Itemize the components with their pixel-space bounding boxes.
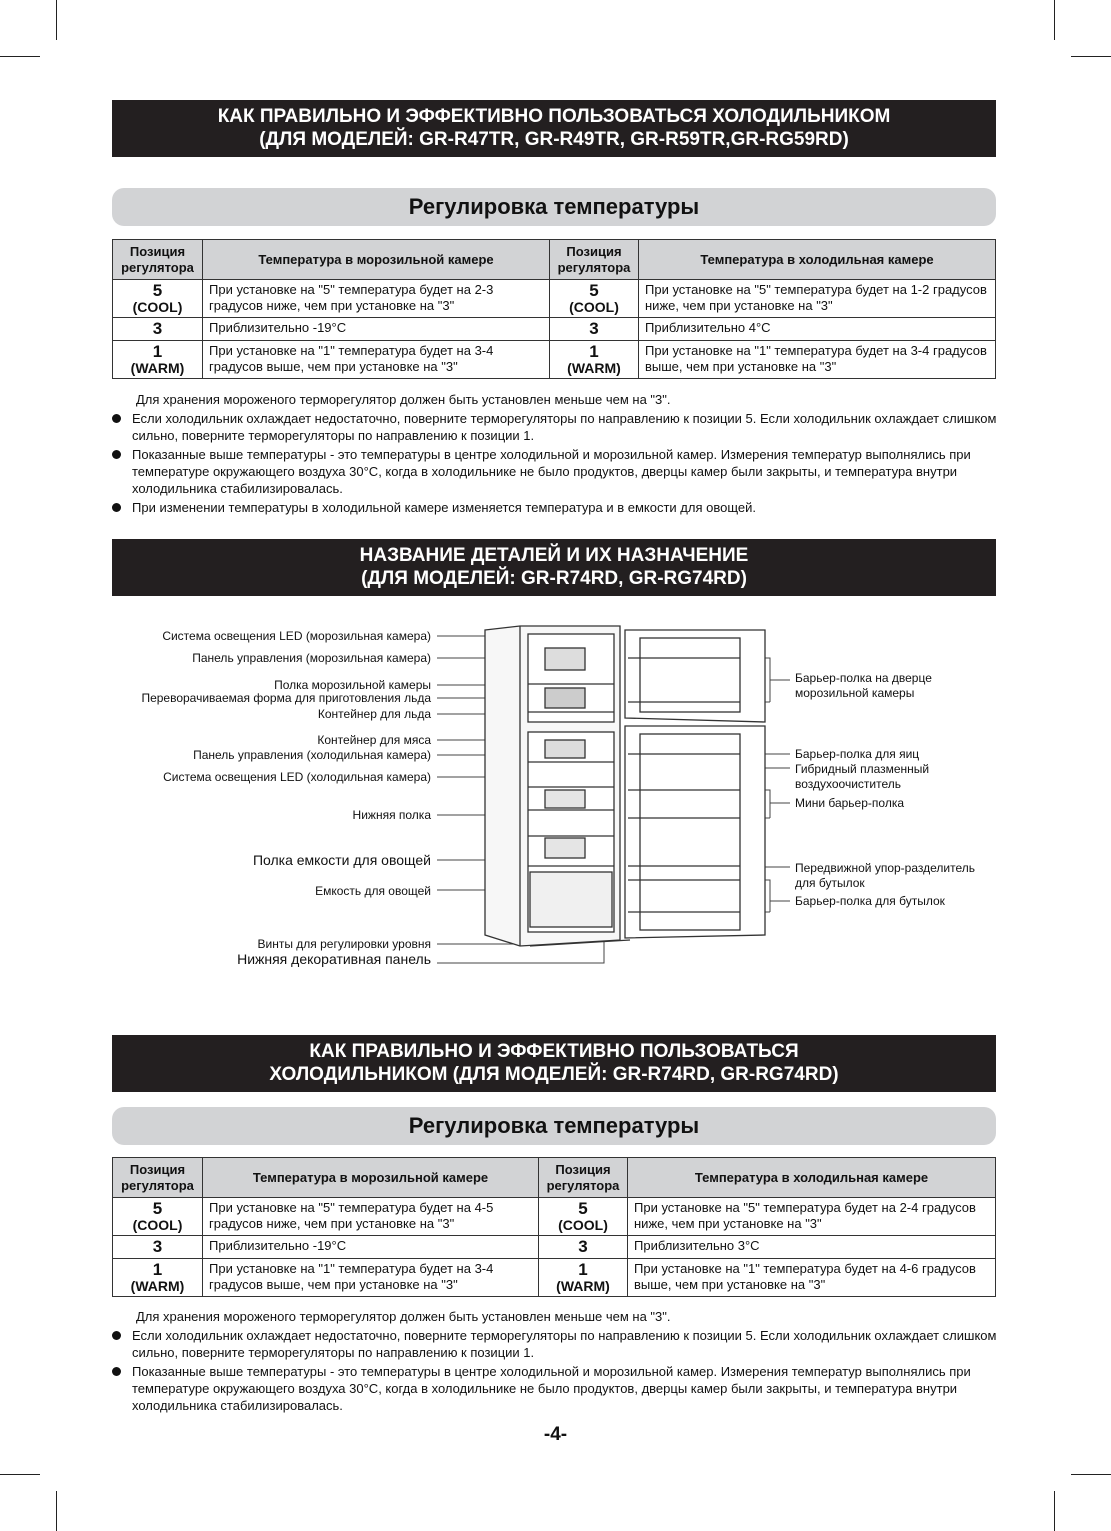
section-banner bbox=[112, 1035, 996, 1092]
column-header: Температура в холодильная камере bbox=[628, 1158, 996, 1198]
regulator-position: 5 (COOL) bbox=[113, 280, 203, 318]
part-label: Панель управления (холодильная камера) bbox=[193, 748, 431, 762]
table-row bbox=[113, 1259, 996, 1297]
table-row bbox=[113, 1198, 996, 1236]
temperature-table bbox=[112, 1157, 996, 1297]
part-label: Панель управления (морозильная камера) bbox=[192, 651, 431, 665]
part-label: Контейнер для льда bbox=[317, 707, 431, 721]
bullet-item: Показанные выше температуры - это температуры в центре холодильной и морозильной камер. Измерения температур выполнялись при температуре окружающего воздуха 30°C, когда в холодильнике не было продуктов, дверцы камер были закрыты, и температура внутри холодильника стабилизировалась. bbox=[112, 1363, 1012, 1414]
banner-line: КАК ПРАВИЛЬНО И ЭФФЕКТИВНО ПОЛЬЗОВАТЬСЯ ХОЛОДИЛЬНИКОМ bbox=[217, 106, 891, 127]
regulator-position: 3 bbox=[550, 318, 639, 341]
fridge-temp-cell: Приблизительно 4°C bbox=[639, 318, 996, 341]
crop-mark bbox=[56, 1491, 57, 1531]
regulator-position: 3 bbox=[539, 1236, 628, 1259]
column-header: Температура в холодильная камере bbox=[639, 240, 996, 280]
part-label: Винты для регулировки уровня bbox=[257, 937, 431, 951]
section-subtitle: Регулировка температуры bbox=[112, 1107, 996, 1145]
banner-line: ХОЛОДИЛЬНИКОМ (ДЛЯ МОДЕЛЕЙ: GR-R74RD, GR-RG74RD) bbox=[269, 1064, 839, 1085]
crop-mark bbox=[1071, 1474, 1111, 1475]
freezer-temp-cell: Приблизительно -19°C bbox=[203, 1236, 539, 1259]
crop-mark bbox=[1054, 1491, 1055, 1531]
part-label: Гибридный плазменный воздухоочиститель bbox=[795, 762, 930, 791]
regulator-position: 5 (COOL) bbox=[539, 1198, 628, 1236]
column-header: Температура в морозильной камере bbox=[203, 1158, 539, 1198]
part-label: Барьер-полка на дверце морозильной камеры bbox=[795, 671, 932, 700]
freezer-temp-cell: Приблизительно -19°C bbox=[203, 318, 550, 341]
column-header: Позиция регулятора bbox=[539, 1158, 628, 1198]
column-header: Позиция регулятора bbox=[113, 240, 203, 280]
fridge-temp-cell: Приблизительно 3°C bbox=[628, 1236, 996, 1259]
table-row bbox=[113, 1236, 996, 1259]
part-label: Нижняя полка bbox=[352, 808, 431, 822]
notes-block bbox=[112, 1308, 1012, 1416]
regulator-position: 1 (WARM) bbox=[113, 341, 203, 379]
part-label: Полка морозильной камеры bbox=[274, 678, 431, 692]
regulator-position: 5 (COOL) bbox=[113, 1198, 203, 1236]
fridge-temp-cell: При установке на "5" температура будет на 1-2 градусов ниже, чем при установке на "3" bbox=[639, 280, 996, 318]
crop-mark bbox=[0, 1474, 40, 1475]
fridge-temp-cell: При установке на "1" температура будет на 3-4 градусов выше, чем при установке на "3" bbox=[639, 341, 996, 379]
part-label: Барьер-полка для бутылок bbox=[795, 894, 945, 908]
bullet-icon bbox=[112, 1367, 121, 1376]
column-header: Позиция регулятора bbox=[550, 240, 639, 280]
banner-line: (ДЛЯ МОДЕЛЕЙ: GR-R47TR, GR-R49TR, GR-R59TR,GR-RG59RD) bbox=[259, 129, 849, 150]
regulator-position: 1 (WARM) bbox=[113, 1259, 203, 1297]
bullet-item: Если холодильник охлаждает недостаточно, поверните терморегуляторы по направлению к позиции 5. Если холодильник охлаждает слишком сильно, поверните терморегуляторы по направлению к позиции 1. bbox=[112, 410, 1012, 444]
bullet-item: При изменении температуры в холодильной камере изменяется температура и в емкости для овощей. bbox=[112, 499, 1012, 516]
freezer-temp-cell: При установке на "1" температура будет на 3-4 градусов выше, чем при установке на "3" bbox=[203, 341, 550, 379]
column-header: Позиция регулятора bbox=[113, 1158, 203, 1198]
part-label: Система освещения LED (холодильная камера) bbox=[163, 770, 431, 784]
part-label: Переворачиваемая форма для приготовления льда bbox=[141, 691, 431, 705]
regulator-position: 1 (WARM) bbox=[550, 341, 639, 379]
note-text: Для хранения мороженого терморегулятор должен быть установлен меньше чем на "3". bbox=[136, 1309, 671, 1324]
part-label: Передвижной упор-разделитель для бутылок bbox=[795, 861, 975, 890]
table-header-row bbox=[113, 1158, 996, 1198]
freezer-temp-cell: При установке на "5" температура будет на 2-3 градусов ниже, чем при установке на "3" bbox=[203, 280, 550, 318]
section-subtitle: Регулировка температуры bbox=[112, 188, 996, 226]
banner-line: КАК ПРАВИЛЬНО И ЭФФЕКТИВНО ПОЛЬЗОВАТЬСЯ bbox=[309, 1041, 799, 1062]
part-label: Барьер-полка для яиц bbox=[795, 747, 920, 761]
part-label: Полка емкости для овощей bbox=[252, 852, 431, 868]
regulator-position: 3 bbox=[113, 1236, 203, 1259]
part-label: Емкость для овощей bbox=[315, 884, 431, 898]
freezer-temp-cell: При установке на "1" температура будет на 3-4 градусов выше, чем при установке на "3" bbox=[203, 1259, 539, 1297]
part-label: Контейнер для мяса bbox=[317, 733, 431, 747]
fridge-temp-cell: При установке на "1" температура будет на 4-6 градусов выше, чем при установке на "3" bbox=[628, 1259, 996, 1297]
freezer-temp-cell: При установке на "5" температура будет на 4-5 градусов ниже, чем при установке на "3" bbox=[203, 1198, 539, 1236]
column-header: Температура в морозильной камере bbox=[203, 240, 550, 280]
part-label: Система освещения LED (морозильная камера) bbox=[162, 629, 431, 643]
page-number: -4- bbox=[543, 1424, 568, 1445]
note-text: Для хранения мороженого терморегулятор должен быть установлен меньше чем на "3". bbox=[136, 392, 671, 407]
part-label: Нижняя декоративная панель bbox=[237, 951, 431, 967]
bullet-item: Если холодильник охлаждает недостаточно, поверните терморегуляторы по направлению к позиции 5. Если холодильник охлаждает слишком сильно, поверните терморегуляторы по направлению к позиции 1. bbox=[112, 1327, 1012, 1361]
fridge-temp-cell: При установке на "5" температура будет на 2-4 градусов ниже, чем при установке на "3" bbox=[628, 1198, 996, 1236]
banner-line: НАЗВАНИЕ ДЕТАЛЕЙ И ИХ НАЗНАЧЕНИЕ bbox=[359, 545, 749, 566]
bullet-icon bbox=[112, 1331, 121, 1340]
bullet-item: Показанные выше температуры - это температуры в центре холодильной и морозильной камер. Измерения температур выполнялись при температуре окружающего воздуха 30°C, когда в холодильнике не было продуктов, дверцы камер были закрыты, и температура внутри холодильника стабилизировалась. bbox=[112, 446, 1012, 497]
regulator-position: 3 bbox=[113, 318, 203, 341]
regulator-position: 1 (WARM) bbox=[539, 1259, 628, 1297]
part-label: Мини барьер-полка bbox=[795, 796, 905, 810]
banner-line: (ДЛЯ МОДЕЛЕЙ: GR-R74RD, GR-RG74RD) bbox=[361, 568, 747, 589]
regulator-position: 5 (COOL) bbox=[550, 280, 639, 318]
